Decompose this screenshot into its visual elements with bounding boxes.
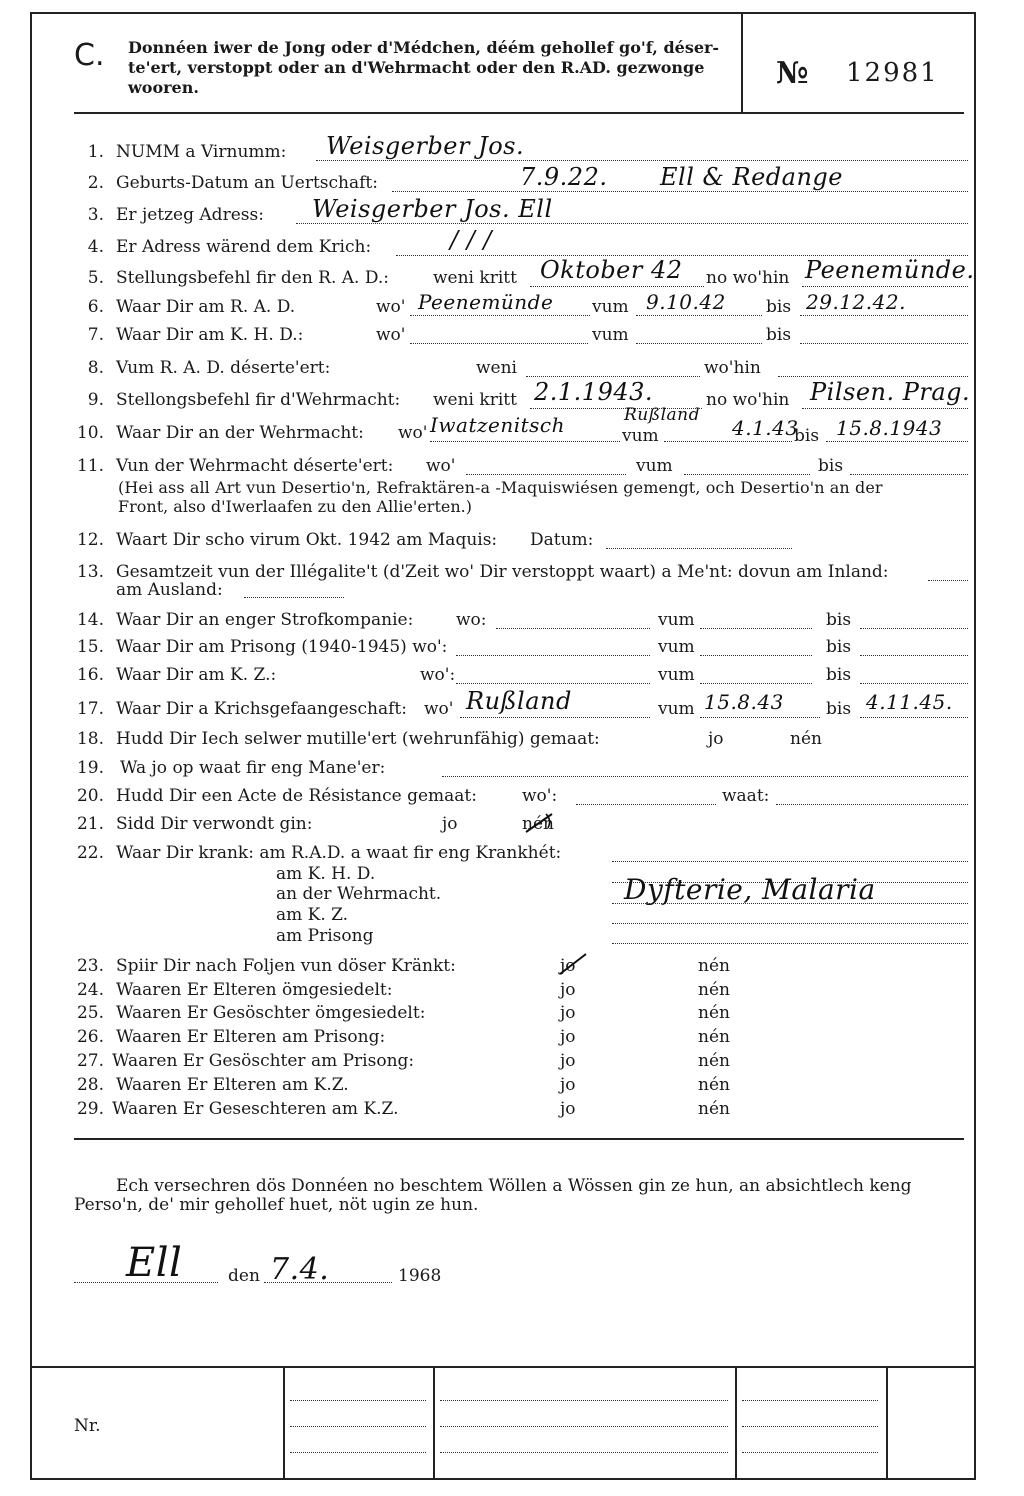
row-number: 4.: [87, 237, 104, 257]
pow-vum: vum: [658, 699, 695, 719]
wehrmacht-vum: vum: [622, 426, 659, 446]
table-col-3: [735, 1367, 737, 1479]
wounded-no[interactable]: nén: [522, 814, 554, 834]
row-number: 16.: [76, 665, 104, 685]
wehrmacht-order-place: Pilsen. Prag.: [810, 378, 971, 406]
khd-vum: vum: [592, 325, 629, 345]
kz-from-field[interactable]: [700, 683, 812, 684]
rad-label: Waar Dir am R. A. D.: [116, 297, 296, 317]
resistance-what-field[interactable]: [776, 804, 968, 805]
siblings-resettled-yes[interactable]: jo: [560, 1003, 576, 1023]
birth-field[interactable]: [392, 191, 968, 192]
rad-desert-wohin: wo'hin: [704, 358, 761, 378]
prison-place-field[interactable]: [456, 655, 650, 656]
illegality-inland-field[interactable]: [928, 580, 968, 581]
header-divider: [741, 14, 743, 112]
pow-from: 15.8.43: [704, 690, 784, 714]
pow-from-field[interactable]: [700, 717, 820, 718]
pow-bis: bis: [826, 699, 852, 719]
aftereffects-yes[interactable]: jo: [560, 956, 576, 976]
birth-date: 7.9.22.: [520, 163, 608, 191]
illegality-abroad-field[interactable]: [244, 597, 344, 598]
row-number: 9.: [87, 390, 104, 410]
table-col-1: [283, 1367, 285, 1479]
war-address-value: / / /: [450, 226, 493, 254]
wehrmacht-desert-to-field[interactable]: [850, 474, 968, 475]
wehrmacht-order-place-field[interactable]: [802, 408, 968, 409]
punishment-from-field[interactable]: [700, 628, 812, 629]
form-number: 12981: [846, 58, 939, 88]
parents-resettled-no[interactable]: nén: [698, 980, 730, 1000]
khd-bis: bis: [766, 325, 792, 345]
rad-desert-weni: weni: [476, 358, 517, 378]
row-number: 11.: [76, 456, 104, 476]
prison-from-field[interactable]: [700, 655, 812, 656]
kz-place-field[interactable]: [456, 683, 650, 684]
header-rule: [74, 112, 964, 114]
khd-place-field[interactable]: [410, 343, 588, 344]
rad-order-weni: weni kritt: [433, 268, 517, 288]
rad-place-field[interactable]: [410, 315, 590, 316]
punishment-place-field[interactable]: [496, 628, 650, 629]
name-field[interactable]: [316, 160, 968, 161]
table-cell-line[interactable]: [742, 1452, 878, 1453]
wehrmacht-place-2: Rußland: [624, 405, 701, 425]
rad-order-date-field[interactable]: [530, 286, 704, 287]
table-cell-line[interactable]: [742, 1426, 878, 1427]
maquis-label: Waart Dir scho virum Okt. 1942 am Maquis:: [116, 530, 498, 550]
wehrmacht-desert-wo: wo': [426, 456, 456, 476]
punishment-label: Waar Dir an enger Strofkompanie:: [116, 610, 414, 630]
rad-wo: wo': [376, 297, 406, 317]
footer-nr-label: Nr.: [74, 1416, 101, 1436]
address-value: Weisgerber Jos. Ell: [312, 195, 553, 223]
table-cell-line[interactable]: [440, 1452, 728, 1453]
pow-to: 4.11.45.: [866, 690, 953, 714]
signature-place: Ell: [126, 1240, 183, 1286]
row-number: 22.: [76, 843, 104, 863]
parents-kz-no[interactable]: nén: [698, 1075, 730, 1095]
parents-kz-yes[interactable]: jo: [560, 1075, 576, 1095]
wounded-label: Sidd Dir verwondt gin:: [116, 814, 313, 834]
row-number: 2.: [87, 173, 104, 193]
address-label: Er jetzeg Adress:: [116, 205, 264, 225]
table-col-2: [433, 1367, 435, 1479]
row-number: 28.: [76, 1075, 104, 1095]
desertion-note-line1: (Hei ass all Art vun Desertio'n, Refraktären-a -Maquiswiésen gemengt, och Desertio'n an der: [118, 478, 883, 497]
declaration-line1: Ech versechren dös Donnéen no beschtem Wöllen a Wössen gin ze hun, an absichtlech keng: [116, 1176, 912, 1196]
wehrmacht-order-label: Stellongsbefehl fir d'Wehrmacht:: [116, 390, 401, 410]
wehrmacht-order-date: 2.1.1943.: [534, 378, 654, 406]
header-title-line2: te'ert, verstoppt oder an d'Wehrmacht oder den R.AD. gezwonge: [128, 58, 705, 77]
frame-left: [30, 12, 32, 1480]
manner-label: Wa jo op waat fir eng Mane'er:: [120, 758, 386, 778]
sickness-prison-field[interactable]: [612, 943, 968, 944]
sickness-kz-field[interactable]: [612, 923, 968, 924]
siblings-kz-label: Waaren Er Geseschteren am K.Z.: [112, 1099, 399, 1119]
illegality-label: Gesamtzeit vun der Illégalite't (d'Zeit wo' Dir verstoppt waart) a Me'nt: dovun am Inland:: [116, 562, 889, 582]
rad-desert-date-field[interactable]: [526, 376, 700, 377]
rad-desert-place-field[interactable]: [778, 376, 968, 377]
table-cell-line[interactable]: [290, 1400, 426, 1401]
wehrmacht-desert-label: Vun der Wehrmacht déserte'ert:: [116, 456, 394, 476]
row-number: 27.: [76, 1051, 104, 1071]
kz-to-field[interactable]: [860, 683, 968, 684]
punishment-vum: vum: [658, 610, 695, 630]
pow-label: Waar Dir a Krichsgefaangeschaft:: [116, 699, 407, 719]
row-number: 25.: [76, 1003, 104, 1023]
birth-place: Ell & Redange: [660, 163, 843, 191]
sickness-label: Waar Dir krank: am R.A.D. a waat fir eng Krankhét:: [116, 843, 562, 863]
wehrmacht-to: 15.8.1943: [836, 416, 943, 440]
prison-to-field[interactable]: [860, 655, 968, 656]
resistance-waat: waat:: [722, 786, 770, 806]
rad-order-label: Stellungsbefehl fir den R. A. D.:: [116, 268, 390, 288]
wehrmacht-from: 4.1.43: [732, 416, 799, 440]
khd-label: Waar Dir am K. H. D.:: [116, 325, 304, 345]
kz-vum: vum: [658, 665, 695, 685]
wounded-yes[interactable]: jo: [442, 814, 458, 834]
rad-bis: bis: [766, 297, 792, 317]
wehrmacht-wo: wo': [398, 423, 428, 443]
rad-order-date: Oktober 42: [540, 256, 683, 284]
resistance-label: Hudd Dir een Acte de Résistance gemaat:: [116, 786, 477, 806]
parents-prison-label: Waaren Er Elteren am Prisong:: [116, 1027, 386, 1047]
row-number: 15.: [76, 637, 104, 657]
rad-to: 29.12.42.: [806, 290, 906, 314]
row-number: 10.: [76, 423, 104, 443]
birth-label: Geburts-Datum an Uertschaft:: [116, 173, 378, 193]
siblings-prison-no[interactable]: nén: [698, 1051, 730, 1071]
punishment-bis: bis: [826, 610, 852, 630]
kz-wo: wo':: [420, 665, 456, 685]
aftereffects-no[interactable]: nén: [698, 956, 730, 976]
parents-kz-label: Waaren Er Elteren am K.Z.: [116, 1075, 349, 1095]
siblings-resettled-label: Waaren Er Gesöschter ömgesiedelt:: [116, 1003, 426, 1023]
row-number: 21.: [76, 814, 104, 834]
sickness-wehrmacht: an der Wehrmacht.: [276, 884, 442, 904]
resistance-place-field[interactable]: [576, 804, 716, 805]
row-number: 24.: [76, 980, 104, 1000]
desertion-note-line2: Front, also d'Iwerlaafen zu den Allie'erten.): [118, 497, 472, 516]
table-top-rule: [30, 1366, 976, 1368]
kz-bis: bis: [826, 665, 852, 685]
row-number: 18.: [76, 729, 104, 749]
aftereffects-yes-strike-mark: [556, 950, 590, 978]
row-number: 1.: [87, 142, 104, 162]
section-divider: [74, 1138, 964, 1140]
row-number: 3.: [87, 205, 104, 225]
sickness-prison: am Prisong: [276, 926, 374, 946]
khd-to-field[interactable]: [800, 343, 968, 344]
name-value: Weisgerber Jos.: [326, 132, 525, 160]
prison-vum: vum: [658, 637, 695, 657]
frame-top: [30, 12, 976, 14]
wounded-no-strike-mark: [522, 810, 556, 836]
punishment-wo: wo:: [456, 610, 487, 630]
table-col-4: [886, 1367, 888, 1479]
punishment-to-field[interactable]: [860, 628, 968, 629]
sickness-rad-field[interactable]: [612, 861, 968, 862]
resistance-wo: wo':: [522, 786, 558, 806]
wehrmacht-place: Iwatzenitsch: [430, 413, 566, 437]
rad-vum: vum: [592, 297, 629, 317]
header-title-line1: Donnéen iwer de Jong oder d'Médchen, déém gehollef go'f, déser-: [128, 38, 720, 57]
sickness-wehrmacht-field[interactable]: [612, 903, 968, 904]
khd-wo: wo': [376, 325, 406, 345]
rad-order-wohin: no wo'hin: [706, 268, 790, 288]
wehrmacht-order-weni: weni kritt: [433, 390, 517, 410]
row-number: 12.: [76, 530, 104, 550]
siblings-prison-label: Waaren Er Gesöschter am Prisong:: [112, 1051, 415, 1071]
wehrmacht-desert-from-field[interactable]: [684, 474, 810, 475]
address-field[interactable]: [296, 223, 968, 224]
parents-resettled-yes[interactable]: jo: [560, 980, 576, 1000]
row-number: 26.: [76, 1027, 104, 1047]
table-cell-line[interactable]: [290, 1426, 426, 1427]
wehrmacht-desert-vum: vum: [636, 456, 673, 476]
sickness-value: Dyfterie, Malaria: [624, 873, 876, 906]
pow-to-field[interactable]: [860, 717, 968, 718]
prison-label: Waar Dir am Prisong (1940-1945) wo':: [116, 637, 448, 657]
signature-year: 1968: [398, 1266, 442, 1286]
kz-label: Waar Dir am K. Z.:: [116, 665, 277, 685]
declaration-line2: Perso'n, de' mir gehollef huet, nöt ugin ze hun.: [74, 1195, 479, 1215]
sickness-khd: am K. H. D.: [276, 864, 376, 884]
manner-field[interactable]: [442, 776, 968, 777]
pow-place-field[interactable]: [460, 717, 650, 718]
wehrmacht-from-field[interactable]: [664, 441, 792, 442]
parents-prison-no[interactable]: nén: [698, 1027, 730, 1047]
header-title-line3: wooren.: [128, 78, 199, 97]
maquis-datum: Datum:: [530, 530, 594, 550]
row-number: 19.: [76, 758, 104, 778]
signature-date: 7.4.: [270, 1252, 330, 1287]
rad-to-field[interactable]: [800, 315, 968, 316]
row-number: 13.: [76, 562, 104, 582]
siblings-prison-yes[interactable]: jo: [560, 1051, 576, 1071]
wehrmacht-bis: bis: [794, 426, 820, 446]
parents-resettled-label: Waaren Er Elteren ömgesiedelt:: [116, 980, 393, 1000]
prison-bis: bis: [826, 637, 852, 657]
maquis-date-field[interactable]: [606, 548, 792, 549]
row-number: 5.: [87, 268, 104, 288]
sickness-kz: am K. Z.: [276, 905, 349, 925]
parents-prison-yes[interactable]: jo: [560, 1027, 576, 1047]
siblings-resettled-no[interactable]: nén: [698, 1003, 730, 1023]
table-cell-line[interactable]: [742, 1400, 878, 1401]
aftereffects-label: Spiir Dir nach Foljen vun döser Kränkt:: [116, 956, 456, 976]
khd-from-field[interactable]: [636, 343, 762, 344]
section-letter: C.: [74, 38, 105, 73]
row-number: 17.: [76, 699, 104, 719]
rad-order-place-field[interactable]: [802, 286, 968, 287]
row-number: 6.: [87, 297, 104, 317]
table-cell-line[interactable]: [440, 1426, 728, 1427]
row-number: 8.: [87, 358, 104, 378]
frame-bottom: [30, 1478, 976, 1480]
wehrmacht-order-wohin: no wo'hin: [706, 390, 790, 410]
wehrmacht-place-field[interactable]: [430, 441, 620, 442]
row-number: 14.: [76, 610, 104, 630]
mutilation-no[interactable]: nén: [790, 729, 822, 749]
frame-right: [974, 12, 976, 1480]
row-number: 20.: [76, 786, 104, 806]
wehrmacht-desert-place-field[interactable]: [466, 474, 626, 475]
pow-wo: wo': [424, 699, 454, 719]
pow-place: Rußland: [466, 687, 572, 715]
wehrmacht-to-field[interactable]: [826, 441, 968, 442]
row-number: 7.: [87, 325, 104, 345]
rad-from: 9.10.42: [646, 290, 726, 314]
wehrmacht-desert-bis: bis: [818, 456, 844, 476]
mutilation-yes[interactable]: jo: [708, 729, 724, 749]
row-number: 29.: [76, 1099, 104, 1119]
number-sign: №: [776, 56, 809, 91]
war-address-label: Er Adress wärend dem Krich:: [116, 237, 372, 257]
rad-place: Peenemünde: [418, 290, 554, 314]
table-cell-line[interactable]: [290, 1452, 426, 1453]
siblings-kz-yes[interactable]: jo: [560, 1099, 576, 1119]
wehrmacht-label: Waar Dir an der Wehrmacht:: [116, 423, 364, 443]
rad-from-field[interactable]: [636, 315, 762, 316]
illegality-abroad-label: am Ausland:: [116, 580, 223, 600]
row-number: 23.: [76, 956, 104, 976]
rad-order-place: Peenemünde.: [805, 256, 975, 284]
siblings-kz-no[interactable]: nén: [698, 1099, 730, 1119]
table-cell-line[interactable]: [440, 1400, 728, 1401]
signature-den: den: [228, 1266, 260, 1286]
mutilation-label: Hudd Dir Iech selwer mutille'ert (wehrunfähig) gemaat:: [116, 729, 600, 749]
rad-desert-label: Vum R. A. D. déserte'ert:: [116, 358, 331, 378]
name-label: NUMM a Virnumm:: [116, 142, 287, 162]
